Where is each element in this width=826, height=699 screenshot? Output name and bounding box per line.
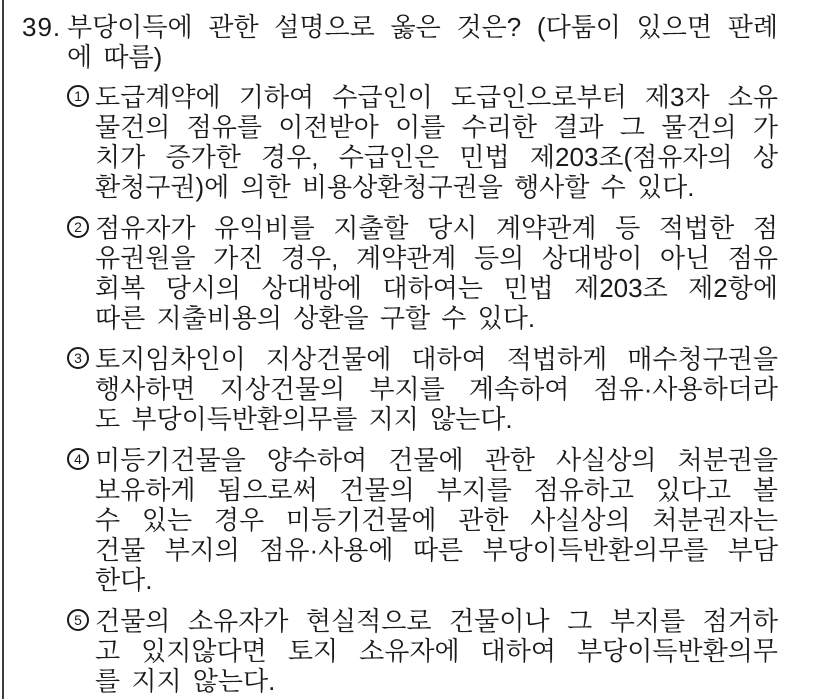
option-item-2	[67, 213, 778, 333]
circled-number-icon: 1	[67, 85, 89, 107]
column-divider-line	[2, 0, 4, 699]
question-stem	[67, 12, 778, 72]
option-line: 회복 당시의 상대방에 대하여는 민법 제203조 제2항에	[95, 273, 778, 303]
option-line: 유권원을 가진 경우, 계약관계 등의 상대방이 아닌 점유	[95, 243, 778, 273]
option-line: 도 부당이득반환의무를 지지 않는다.	[95, 404, 513, 434]
circled-number-icon: 5	[67, 609, 89, 631]
option-line: 토지임차인이 지상건물에 대하여 적법하게 매수청구권을	[95, 344, 778, 374]
option-line: 행사하면 지상건물의 부지를 계속하여 점유·사용하더라	[95, 374, 778, 404]
option-text	[95, 344, 778, 434]
option-marker	[67, 213, 95, 333]
option-line: 보유하게 됨으로써 건물의 부지를 점유하고 있다고 볼	[95, 475, 778, 505]
circled-number-icon: 4	[67, 448, 89, 470]
option-line: 건물의 소유자가 현실적으로 건물이나 그 부지를 점거하	[95, 606, 778, 636]
option-line: 물건의 점유를 이전받아 이를 수리한 결과 그 물건의 가	[95, 112, 778, 142]
option-text	[95, 445, 778, 595]
circled-number-icon: 2	[67, 216, 89, 238]
stem-line: 부당이득에 관한 설명으로 옳은 것은? (다툼이 있으면 판례	[67, 12, 778, 42]
option-line: 환청구권)에 의한 비용상환청구권을 행사할 수 있다.	[95, 172, 695, 202]
question-number: 39.	[22, 12, 62, 42]
option-line: 건물 부지의 점유·사용에 따른 부당이득반환의무를 부담	[95, 535, 778, 565]
option-line: 수 있는 경우 미등기건물에 관한 사실상의 처분권자는	[95, 505, 778, 535]
option-line: 한다.	[95, 565, 153, 595]
option-marker	[67, 445, 95, 595]
option-text	[95, 606, 778, 696]
option-marker	[67, 344, 95, 434]
option-line: 도급계약에 기하여 수급인이 도급인으로부터 제3자 소유	[95, 82, 778, 112]
option-line: 고 있지않다면 토지 소유자에 대하여 부당이득반환의무	[95, 636, 778, 666]
option-item-5	[67, 606, 778, 696]
option-line: 미등기건물을 양수하여 건물에 관한 사실상의 처분권을	[95, 445, 778, 475]
option-text	[95, 82, 778, 202]
stem-line: 에 따름)	[67, 42, 163, 72]
option-item-1	[67, 82, 778, 202]
circled-number-icon: 3	[67, 347, 89, 369]
option-line: 따른 지출비용의 상환을 구할 수 있다.	[95, 303, 536, 333]
option-line: 점유자가 유익비를 지출할 당시 계약관계 등 적법한 점	[95, 213, 778, 243]
question-content	[67, 12, 778, 696]
option-item-4	[67, 445, 778, 595]
option-item-3	[67, 344, 778, 434]
options-list	[67, 82, 778, 696]
option-marker	[67, 82, 95, 202]
option-line: 치가 증가한 경우, 수급인은 민법 제203조(점유자의 상	[95, 142, 778, 172]
option-text	[95, 213, 778, 333]
option-line: 를 지지 않는다.	[95, 666, 276, 696]
option-marker	[67, 606, 95, 696]
